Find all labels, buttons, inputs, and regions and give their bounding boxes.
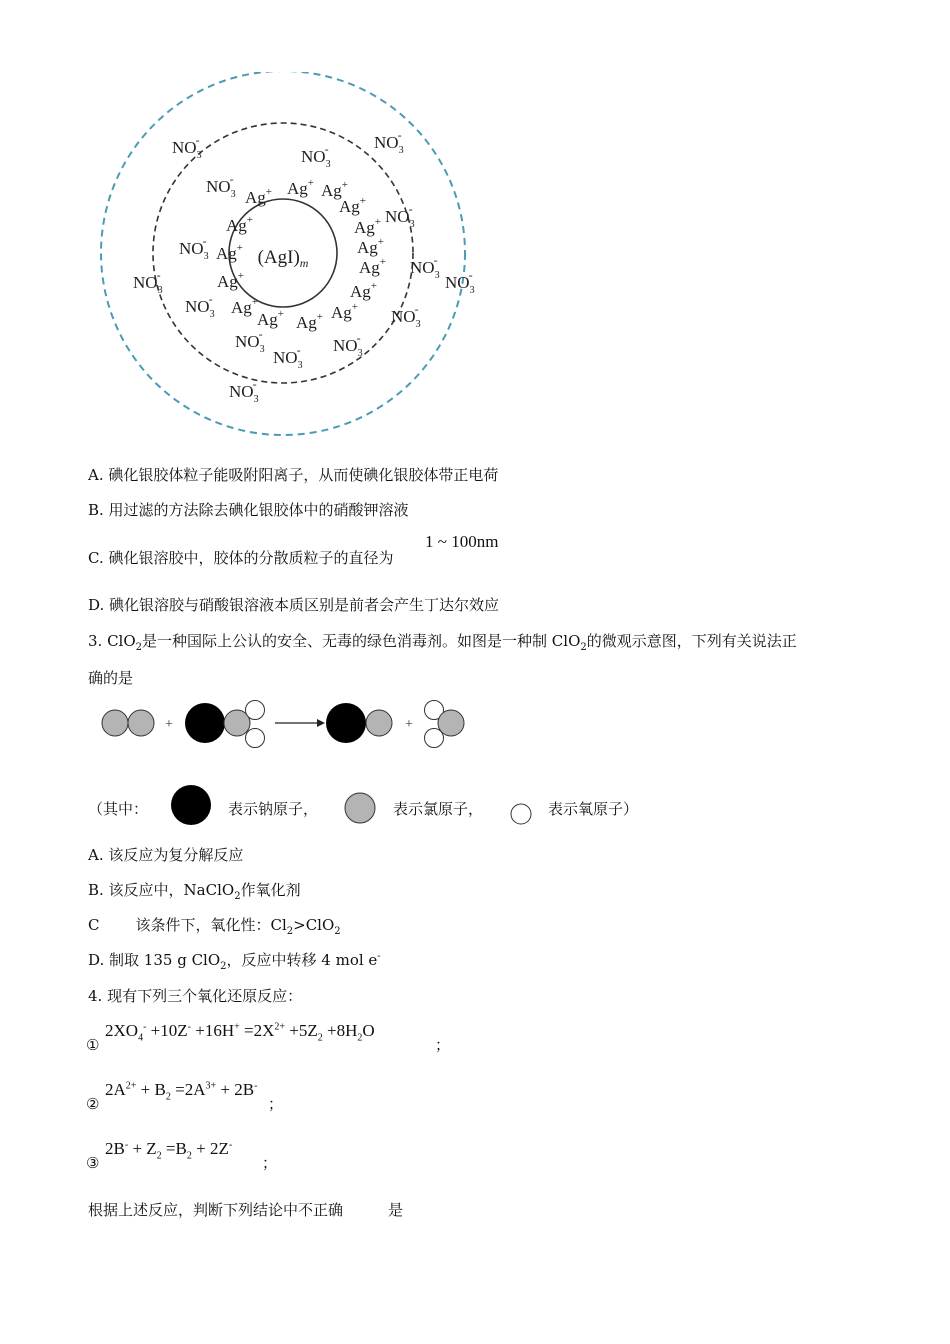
nitrate-ion-label: $NO_3-$	[333, 331, 363, 359]
reaction-3-number: ③	[86, 1154, 100, 1172]
legend-cl-symbol	[342, 792, 380, 826]
silver-ion-label: Ag+	[354, 216, 381, 237]
o-atom	[246, 729, 265, 748]
legend-o-label: 表示氧原子）	[548, 800, 639, 818]
reaction-diagram	[95, 695, 475, 755]
reaction-3-equation: $2B^- + Z_2 =B_2 + 2Z^-$	[105, 1139, 233, 1162]
silver-ion-label: Ag+	[339, 195, 366, 216]
cl-atom	[128, 710, 154, 736]
q2-option-c: C. 碘化银溶胶中，胶体的分散质粒子的直径为	[88, 549, 394, 567]
na-atom	[326, 703, 366, 743]
q3-option-d: D. 制取 135 g ClO$_2$，反应中转移 4 mol e-	[88, 951, 381, 972]
nitrate-ion-label: $NO_3-$	[385, 202, 415, 230]
nitrate-ion-label: $NO_3-$	[445, 268, 475, 296]
nitrate-ion-label: $NO_3-$	[179, 234, 209, 262]
q2-option-c-range: 1 ~ 100nm	[425, 532, 499, 551]
q3-option-b: B. 该反应中，NaClO$_2$作氧化剂	[88, 881, 301, 902]
silver-ion-label: Ag+	[296, 311, 323, 332]
legend-o-symbol	[507, 801, 535, 827]
silver-ion-label: Ag+	[357, 236, 384, 257]
plus-sign: +	[165, 717, 173, 732]
q2-option-d: D. 碘化银溶胶与硝酸银溶液本质区别是前者会产生丁达尔效应	[88, 596, 500, 614]
nitrate-ion-label: $NO_3-$	[185, 292, 215, 320]
silver-ion-label: Ag+	[350, 280, 377, 301]
nitrate-ion-label: $NO_3-$	[391, 302, 421, 330]
agi-core-label: $(AgI)_m$	[257, 247, 309, 270]
silver-ion-label: Ag+	[359, 256, 386, 277]
reaction-1-semicolon: ；	[435, 1036, 451, 1054]
reaction-2-equation: $2A^{2+} + B_2 =2A^{3+} + 2B^-$	[105, 1080, 258, 1103]
nitrate-ion-label: $NO_3-$	[206, 172, 236, 200]
o-atom	[246, 701, 265, 720]
q3-option-a: A. 该反应为复分解反应	[88, 846, 244, 864]
cl-atom	[366, 710, 392, 736]
na-atom	[185, 703, 225, 743]
reaction-1-equation: $2XO_4^- +10Z^- +16H^+ =2X^{2+} +5Z_2 +8H_2O$	[105, 1021, 375, 1044]
cl-atom	[102, 710, 128, 736]
silver-ion-label: Ag+	[226, 214, 253, 235]
reaction-arrow-head	[317, 719, 325, 727]
reaction-3-semicolon: ；	[262, 1154, 278, 1172]
q2-option-b: B. 用过滤的方法除去碘化银胶体中的硝酸钾溶液	[88, 501, 409, 519]
ag-ion-group	[216, 177, 386, 332]
q4-conclusion: 根据上述反应，判断下列结论中不正确 是	[88, 1201, 404, 1219]
q3-option-c: C 该条件下，氧化性：$Cl_2>ClO_2$	[88, 916, 341, 937]
cl-atom	[438, 710, 464, 736]
reaction-2-semicolon: ；	[268, 1095, 284, 1113]
nitrate-ion-label: $NO_3-$	[374, 128, 404, 156]
silver-ion-label: Ag+	[231, 296, 258, 317]
legend-na-label: 表示钠原子，	[228, 800, 319, 818]
q2-option-a: A. 碘化银胶体粒子能吸附阳离子，从而使碘化银胶体带正电荷	[88, 466, 499, 484]
plus-sign: +	[405, 717, 413, 732]
reaction-2-number: ②	[86, 1095, 100, 1113]
silver-ion-label: Ag+	[257, 308, 284, 329]
legend-open: （其中：	[88, 800, 149, 818]
q3-stem: 3. ClO$_2$是一种国际上公认的安全、无毒的绿色消毒剂。如图是一种制 ClO$_2$的微观示意图，下列有关说法正	[88, 632, 797, 653]
nitrate-ion-label: $NO_3-$	[133, 268, 163, 296]
silver-ion-label: Ag+	[217, 270, 244, 291]
nitrate-ion-label: $NO_3-$	[229, 377, 259, 405]
colloid-diagram	[95, 72, 475, 437]
silver-ion-label: Ag+	[245, 186, 272, 207]
nitrate-ion-label: $NO_3-$	[301, 142, 331, 170]
q3-stem-line2: 确的是	[88, 669, 134, 687]
legend-cl-label: 表示氯原子，	[393, 800, 484, 818]
nitrate-ion-label: $NO_3-$	[172, 133, 202, 161]
nitrate-ion-label: $NO_3-$	[273, 343, 303, 371]
legend-na-symbol	[168, 784, 214, 826]
silver-ion-label: Ag+	[331, 301, 358, 322]
reaction-1-number: ①	[86, 1036, 100, 1054]
silver-ion-label: Ag+	[287, 177, 314, 198]
q4-stem: 4. 现有下列三个氧化还原反应：	[88, 987, 303, 1005]
nitrate-ion-label: $NO_3-$	[235, 327, 265, 355]
silver-ion-label: Ag+	[321, 179, 348, 200]
nitrate-ion-label: $NO_3-$	[410, 253, 440, 281]
silver-ion-label: Ag+	[216, 242, 243, 263]
